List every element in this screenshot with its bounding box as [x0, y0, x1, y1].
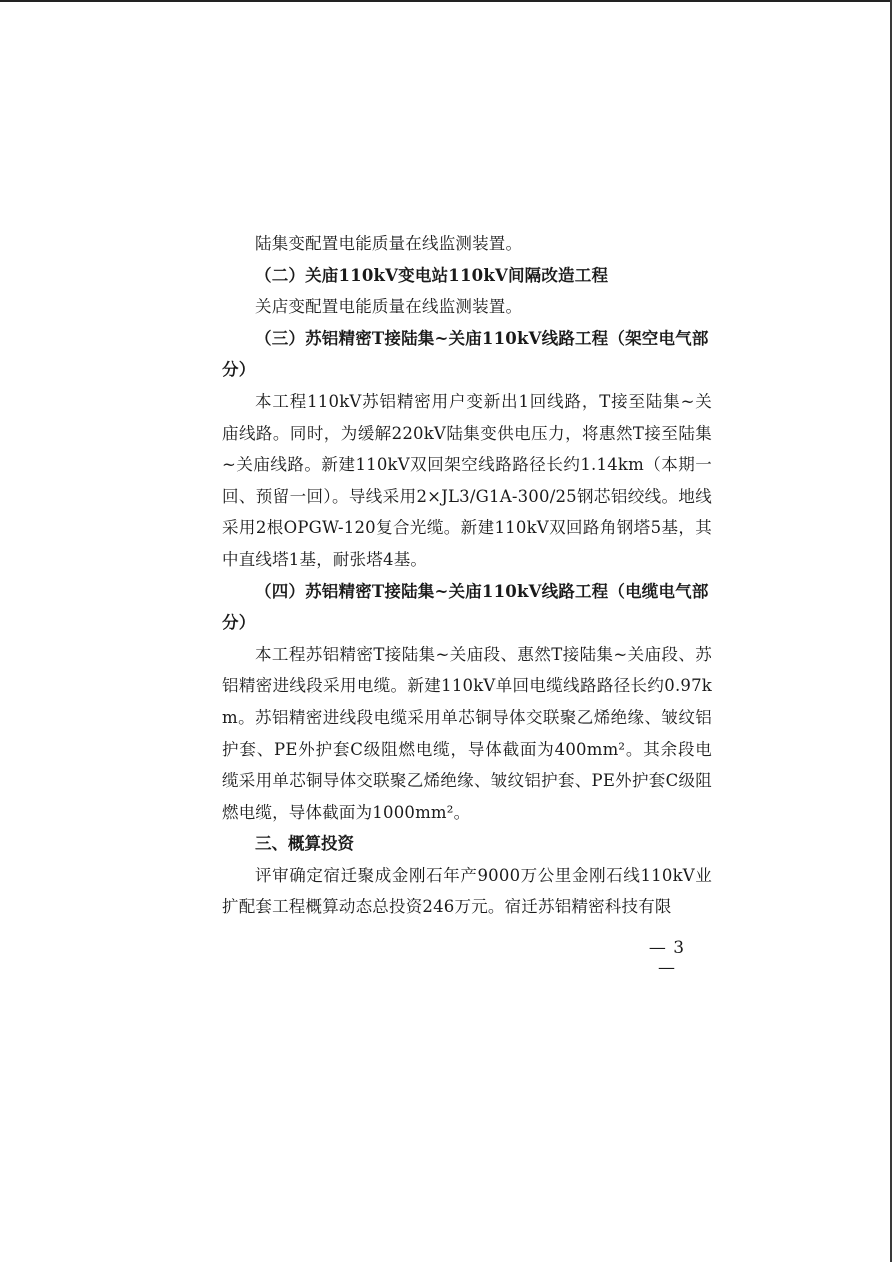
scan-border-top [0, 0, 892, 2]
heading-overhead-line-project: （三）苏铝精密T接陆集~关庙110kV线路工程（架空电气部分） [222, 328, 709, 380]
paragraph-investment-details: 评审确定宿迁聚成金刚石年产9000万公里金刚石线110kV业扩配套工程概算动态总投资246万元。宿迁苏铝精密科技有限 [222, 865, 712, 917]
paragraph-overhead-line-details: 本工程110kV苏铝精密用户变新出1回线路，T接至陆集~关庙线路。同时，为缓解220kV陆集变供电压力，将惠然T接至陆集~关庙线路。新建110kV双回架空线路路径长约1.14km（本期一回、预留一回）。导线采用2×JL3/G1A-300/25钢芯铝绞线。地线采用2根OPGW-120复合光缆。新建110kV双回路角钢塔5基，其中直线塔1基，耐张塔4基。 [222, 391, 712, 569]
section-title-investment: 三、概算投资 [255, 834, 354, 854]
heading-cable-line-project: （四）苏铝精密T接陆集~关庙110kV线路工程（电缆电气部分） [222, 581, 709, 633]
page-number: — 3 — [648, 938, 686, 978]
paragraph-guandian-monitoring: 关店变配置电能质量在线监测装置。 [255, 297, 523, 317]
document-body [222, 228, 712, 923]
paragraph-cable-line-details: 本工程苏铝精密T接陆集~关庙段、惠然T接陆集~关庙段、苏铝精密进线段采用电缆。新建110kV单回电缆线路路径长约0.97km。苏铝精密进线段电缆采用单芯铜导体交联聚乙烯绝缘、皱纹铝护套、PE外护套C级阻燃电缆，导体截面为400mm²。其余段电缆采用单芯铜导体交联聚乙烯绝缘、皱纹铝护套、PE外护套C级阻燃电缆，导体截面为1000mm²。 [222, 644, 712, 822]
heading-guanmiao-substation: （二）关庙110kV变电站110kV间隔改造工程 [255, 265, 609, 285]
paragraph-luji-monitoring: 陆集变配置电能质量在线监测装置。 [255, 234, 523, 253]
